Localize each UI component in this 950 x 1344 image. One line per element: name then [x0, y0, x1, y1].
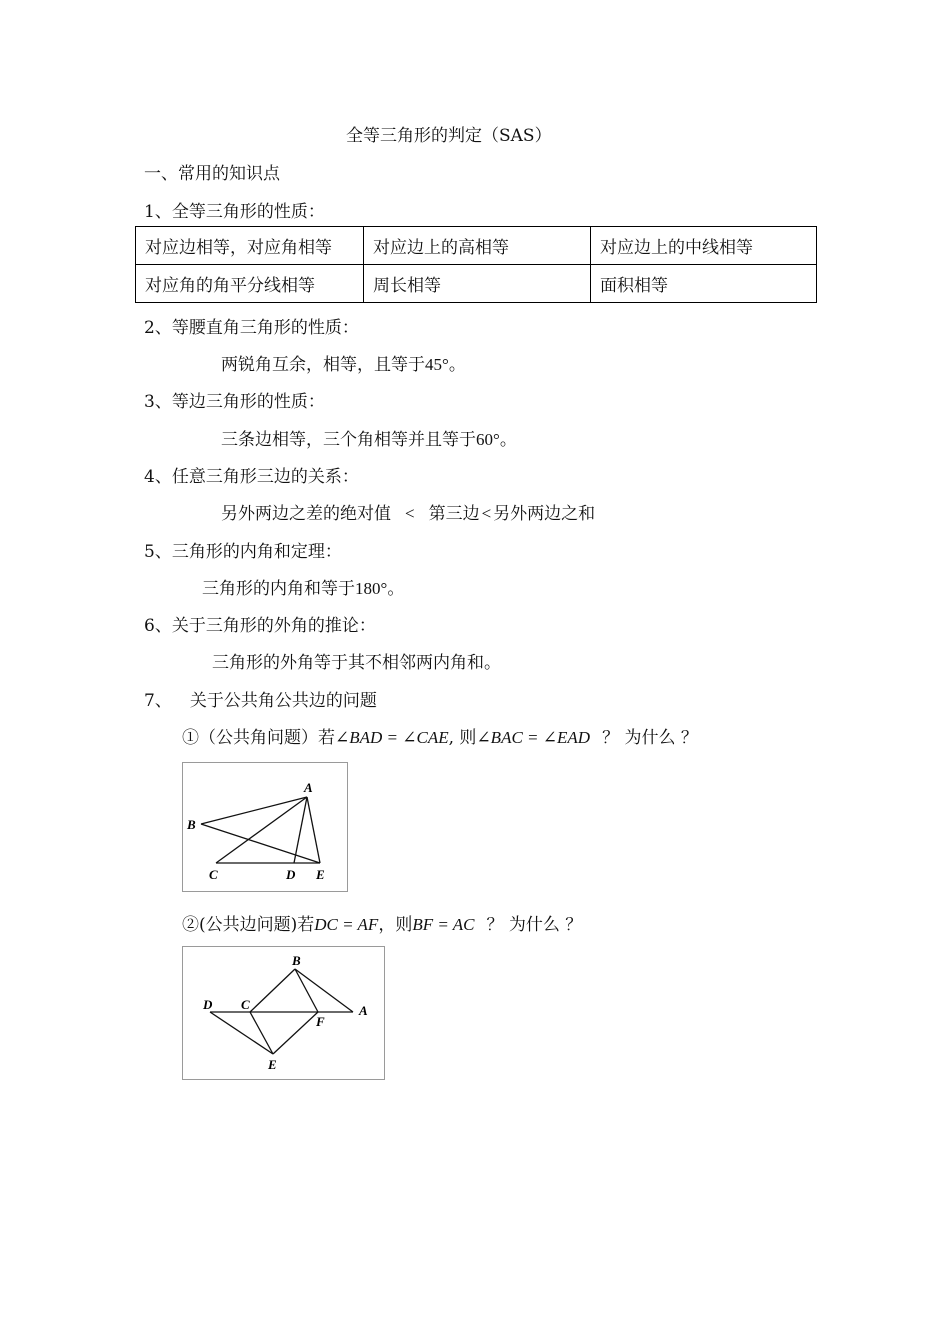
item-5-text: 三角形的内角和等于: [202, 579, 355, 599]
item-3-heading: 3、等边三角形的性质：: [144, 392, 325, 412]
label-c: C: [209, 867, 218, 882]
question-2-prefix: ②(公共边问题)若: [182, 915, 315, 935]
segment-ae: [307, 797, 320, 863]
label-e: E: [316, 867, 325, 882]
table-cell: 对应角的角平分线相等: [136, 265, 364, 303]
item-2-end: 。: [448, 355, 466, 375]
item-4-text-c: 另外两边之和: [493, 504, 596, 524]
question-1-condition: ∠BAD = ∠CAE: [335, 728, 449, 747]
item-6-heading: 6、关于三角形的外角的推论：: [144, 616, 376, 636]
segment-be: [201, 824, 320, 863]
segment-ab: [201, 797, 307, 824]
label-a: A: [359, 1003, 368, 1018]
item-4-text-a: 另外两边之差的绝对值: [221, 504, 391, 524]
label-d: D: [286, 867, 296, 882]
item-4-heading: 4、任意三角形三边的关系：: [144, 467, 359, 487]
item-5-end: 。: [387, 579, 405, 599]
table-cell: 对应边相等，对应角相等: [136, 227, 364, 265]
item-3-body: [221, 425, 517, 450]
table-row: [136, 227, 817, 265]
label-a: A: [304, 780, 313, 795]
item-2-heading: 2、等腰直角三角形的性质：: [144, 318, 359, 338]
table-row: [136, 265, 817, 303]
question-2-condition: DC = AF: [314, 915, 379, 934]
label-e: E: [268, 1057, 277, 1072]
segment-ba: [295, 969, 353, 1012]
label-d: D: [203, 997, 213, 1012]
item-4-body: [221, 499, 595, 524]
question-2-conclusion: BF = AC: [412, 915, 475, 934]
item-6-body: 三角形的外角等于其不相邻两内角和。: [212, 653, 501, 673]
question-2: [182, 910, 582, 935]
segment-cb: [250, 969, 295, 1012]
segment-fe: [273, 1012, 318, 1054]
properties-table: [135, 226, 817, 303]
item-5-body: [202, 574, 404, 599]
figure-common-angle-svg: [183, 763, 347, 891]
table-cell: 对应边上的高相等: [364, 227, 591, 265]
question-1: [182, 723, 698, 748]
item-7-number: 7、: [144, 691, 172, 711]
item-4-text-b: 第三边: [428, 504, 480, 524]
item-1-heading: 1、全等三角形的性质：: [144, 202, 325, 222]
label-c: C: [241, 997, 250, 1012]
segment-ad: [294, 797, 307, 863]
figure-common-angle: [182, 762, 348, 892]
angle-180: 180°: [355, 579, 388, 598]
segment-bf: [295, 969, 318, 1012]
question-1-mid: , 则: [448, 728, 477, 748]
item-3-text: 三条边相等，三个角相等并且等于: [221, 430, 476, 450]
figure-common-side-svg: [183, 947, 384, 1079]
item-5-heading: 5、三角形的内角和定理：: [144, 542, 342, 562]
item-7-text: 关于公共角公共边的问题: [189, 691, 377, 711]
item-2-text: 两锐角互余，相等，且等于: [221, 355, 425, 375]
angle-60: 60°: [476, 430, 500, 449]
label-b: B: [292, 953, 301, 968]
less-than-sign: <: [405, 504, 415, 523]
segment-de: [210, 1012, 273, 1054]
label-b: B: [187, 817, 196, 832]
question-1-conclusion: ∠BAC = ∠EAD: [476, 728, 591, 747]
table-cell: 周长相等: [364, 265, 591, 303]
item-2-body: [221, 350, 466, 375]
question-1-suffix: ？ 为什么 ？: [602, 728, 698, 748]
question-1-prefix: ①（公共角问题）若: [182, 728, 335, 748]
segment-ac: [216, 797, 307, 863]
section-heading: 一、常用的知识点: [144, 164, 280, 184]
item-7-heading: [144, 686, 377, 711]
item-3-end: 。: [499, 430, 517, 450]
table-cell: 对应边上的中线相等: [591, 227, 817, 265]
figure-common-side: [182, 946, 385, 1080]
label-f: F: [316, 1014, 325, 1029]
segment-ce: [250, 1012, 273, 1054]
less-than-sign: <: [481, 504, 492, 523]
question-2-suffix: ？ 为什么 ？: [486, 915, 583, 935]
angle-45: 45°: [425, 355, 449, 374]
question-2-mid: ，则: [378, 915, 413, 935]
table-cell: 面积相等: [591, 265, 817, 303]
page-title: 全等三角形的判定（SAS）: [346, 126, 552, 146]
